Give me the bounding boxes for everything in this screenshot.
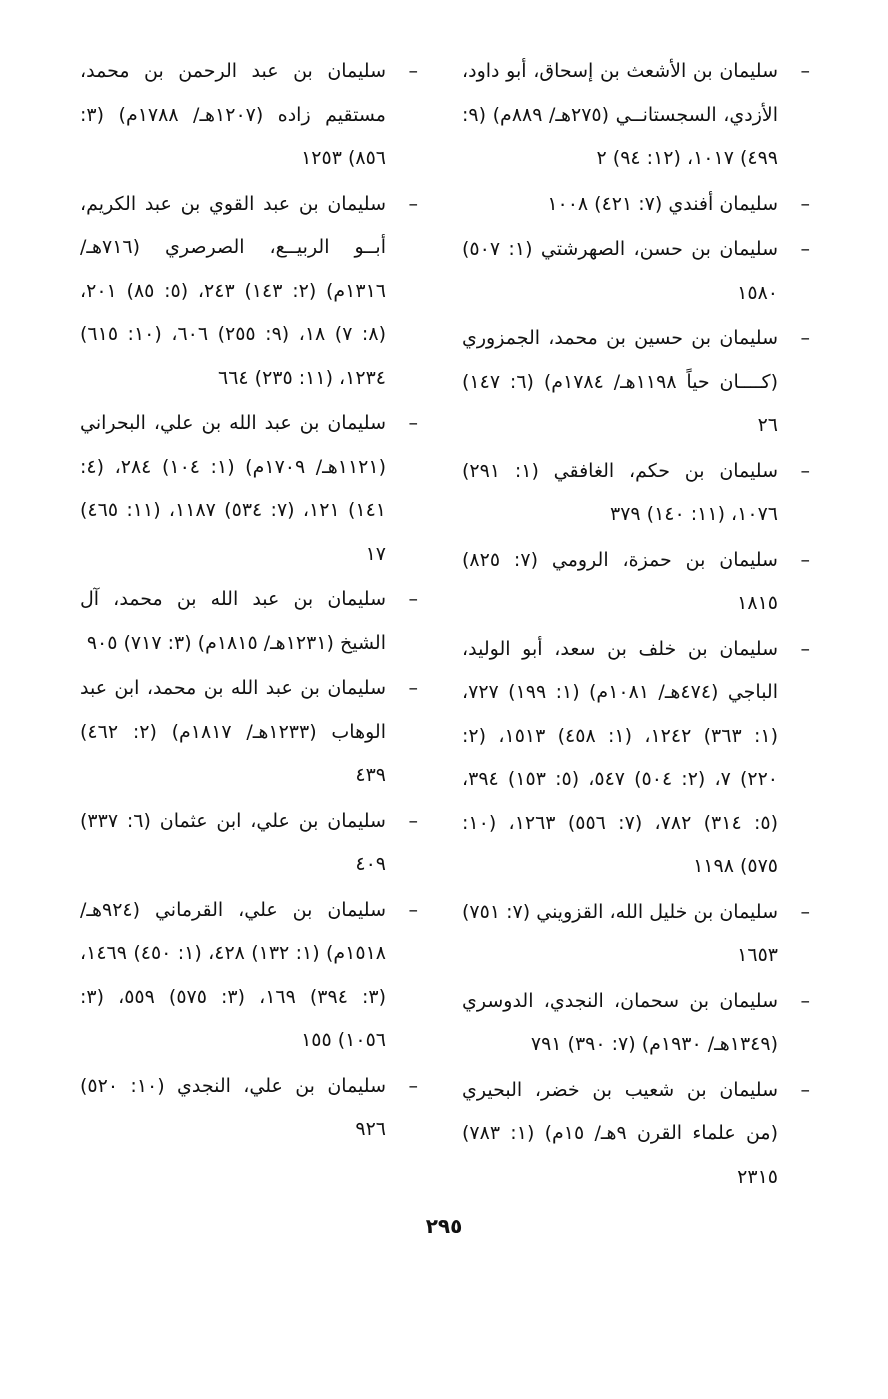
index-entry	[80, 800, 418, 887]
entry-text: سليمان بن عبد الرحمن بن محمد، مستقيم زاده (١٢٠٧هـ/ ١٧٨٨م) (٣: ٨٥٦) ١٢٥٣	[80, 60, 386, 169]
entry-dash: –	[800, 60, 810, 82]
entry-dash: –	[408, 809, 418, 832]
entry-text: سليمان بن شعيب بن خضر، البحيري (من علماء القرن ٩هـ/ ١٥م) (١: ٧٨٣) ٢٣١٥	[462, 1078, 778, 1188]
index-entry	[462, 980, 810, 1067]
index-entry	[80, 402, 418, 576]
entry-dash: –	[800, 989, 810, 1012]
entry-text: سليمان بن عبد الله بن محمد، آل الشيخ (١٢٣١هـ/ ١٨١٥م) (٣: ٧١٧) ٩٠٥	[80, 588, 386, 654]
entry-dash: –	[408, 1074, 418, 1097]
index-entry	[462, 450, 810, 537]
index-entry	[462, 50, 810, 181]
index-entry	[462, 317, 810, 448]
entry-text: سليمان بن علي، القرماني (٩٢٤هـ/ ١٥١٨م) (١: ١٣٢) ٤٢٨، (١: ٤٥٠) ١٤٦٩، (٣: ٣٩٤) ١٦٩، (٣: ٥٧٥) ٥٥٩، (٣: ١٠٥٦) ١٥٥	[80, 898, 387, 1051]
index-entry	[462, 891, 810, 978]
index-entry	[80, 1065, 418, 1152]
entry-dash: –	[408, 412, 418, 434]
entry-text: سليمان بن علي، ابن عثمان (٦: ٣٣٧) ٤٠٩	[80, 809, 386, 875]
index-entry	[462, 1069, 810, 1200]
entry-dash: –	[408, 60, 418, 82]
entry-text: سليمان أفندي (٧: ٤٢١) ١٠٠٨	[547, 192, 778, 215]
entry-dash: –	[800, 548, 810, 571]
entry-dash: –	[408, 192, 418, 215]
entry-text: سليمان بن حسن، الصهرشتي (١: ٥٠٧) ١٥٨٠	[462, 238, 778, 304]
index-entry	[80, 889, 418, 1063]
entry-text: سليمان بن عبد القوي بن عبد الكريم، أبــو الربيــع، الصرصري (٧١٦هـ/ ١٣١٦م) (٢: ١٤٣) ٢٤٣، (٥: ٨٥) ٢٠١، (٨: ٧) ١٨، (٩: ٢٥٥) ٦٠٦، (١٠: ٦١٥) ١٢٣٤، (١١: ٢٣٥) ٦٦٤	[80, 192, 386, 389]
index-entry	[462, 183, 810, 227]
entry-text: سليمان بن سحمان، النجدي، الدوسري (١٣٤٩هـ/ ١٩٣٠م) (٧: ٣٩٠) ٧٩١	[462, 989, 778, 1055]
page-number: ٢٩٥	[425, 1214, 463, 1238]
entry-text: سليمان بن عبد الله بن علي، البحراني (١١٢١هـ/ ١٧٠٩م) (١: ١٠٤) ٢٨٤، (٤: ١٤١) ١٢١، (٧: ٥٣٤) ١١٨٧، (١١: ٤٦٥) ١٧	[80, 412, 387, 565]
entry-dash: –	[800, 637, 810, 660]
entry-text: سليمان بن علي، النجدي (١٠: ٥٢٠) ٩٢٦	[80, 1074, 386, 1140]
entry-text: سليمان بن عبد الله بن محمد، ابن عبد الوهاب (١٢٣٣هـ/ ١٨١٧م) (٢: ٤٦٢) ٤٣٩	[80, 677, 386, 786]
index-entry	[80, 667, 418, 798]
index-entry	[80, 50, 418, 181]
entry-dash: –	[408, 677, 418, 699]
entry-dash: –	[800, 459, 810, 482]
index-column-right	[462, 50, 810, 1201]
entry-text: سليمان بن حمزة، الرومي (٧: ٨٢٥) ١٨١٥	[462, 548, 778, 614]
index-entry	[462, 228, 810, 315]
index-entry	[80, 183, 418, 401]
entry-text: سليمان بن خلف بن سعد، أبو الوليد، الباجي (٤٧٤هـ/ ١٠٨١م) (١: ١٩٩) ٧٢٧، (١: ٣٦٣) ١٢٤٢، (١: ٤٥٨) ١٥١٣، (٢: ٢٢٠) ٧، (٢: ٥٠٤) ٥٤٧، (٥: ١٥٣) ٣٩٤، (٥: ٣١٤) ٧٨٢، (٧: ٥٥٦) ١٢٦٣، (١٠: ٥٧٥) ١١٩٨	[462, 637, 779, 877]
index-column-left	[80, 50, 418, 1154]
entry-dash: –	[800, 900, 810, 923]
entry-dash: –	[800, 327, 810, 349]
entry-text: سليمان بن خليل الله، القزويني (٧: ٧٥١) ١٦٥٣	[462, 900, 778, 966]
entry-dash: –	[408, 588, 418, 610]
entry-dash: –	[800, 238, 810, 260]
index-entry	[462, 628, 810, 889]
entry-dash: –	[800, 1078, 810, 1101]
entry-text: سليمان بن الأشعث بن إسحاق، أبو داود، الأزدي، السجستانــي (٢٧٥هـ/ ٨٨٩م) (٩: ٤٩٩) ١٠١٧، (١٢: ٩٤) ٢	[462, 60, 778, 169]
entry-dash: –	[408, 898, 418, 921]
index-entry	[462, 539, 810, 626]
entry-text: سليمان بن حكم، الغافقي (١: ٢٩١) ١٠٧٦، (١١: ١٤٠) ٣٧٩	[462, 459, 778, 525]
entry-dash: –	[800, 192, 810, 215]
entry-text: سليمان بن حسين بن محمد، الجمزوري (كــــان حياً ١١٩٨هـ/ ١٧٨٤م) (٦: ١٤٧) ٢٦	[462, 327, 778, 436]
index-entry	[80, 578, 418, 665]
